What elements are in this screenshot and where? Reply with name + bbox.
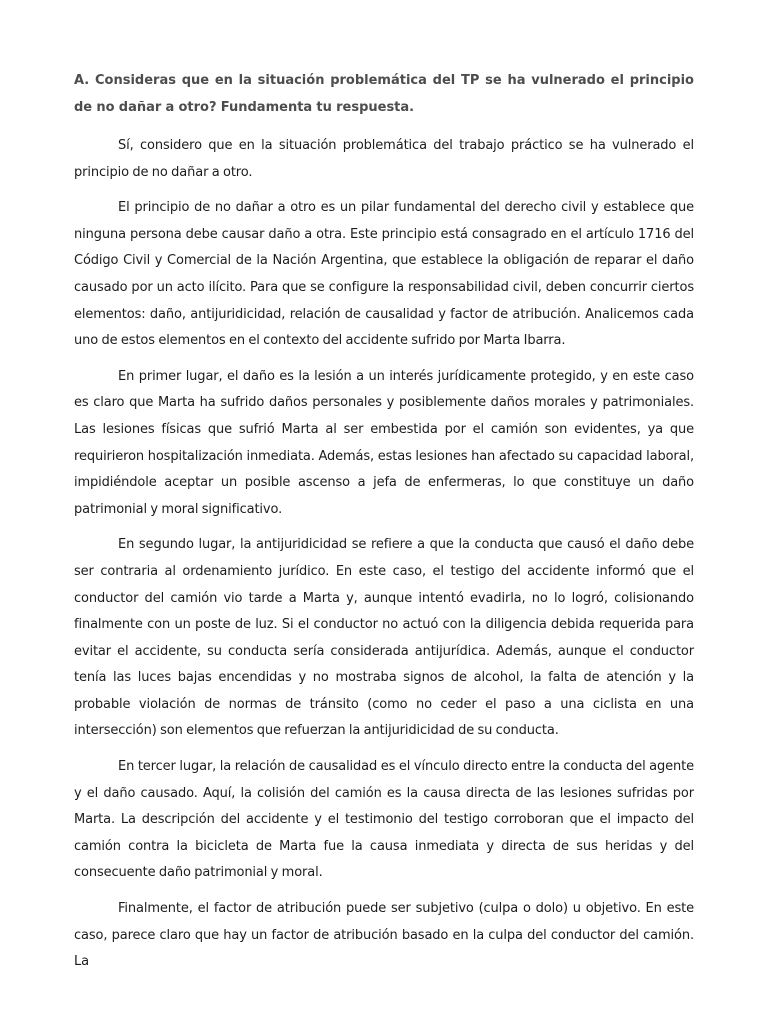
paragraph: En tercer lugar, la relación de causalidad es el vínculo directo entre la conducta del agente y el daño causado. Aquí, la colisión del camión es la causa directa de las lesiones sufridas por Marta. La descripción del accidente y el testimonio del testigo corroboran que el impacto del camión contra la bicicleta de Marta fue la causa inmediata y directa de sus heridas y del consecuente daño patrimonial y moral. [74, 759, 694, 881]
body-paragraphs [74, 133, 694, 976]
paragraph: En segundo lugar, la antijuridicidad se refiere a que la conducta que causó el daño debe ser contraria al ordenamiento jurídico. En este caso, el testigo del accidente informó que el conductor del camión vio tarde a Marta y, aunque intentó evadirla, no lo logró, colisionando finalmente con un poste de luz. Si el conductor no actuó con la diligencia debida requerida para evitar el accidente, su conducta sería considerada antijurídica. Además, aunque el conductor tenía las luces bajas encendidas y no mostraba signos de alcohol, la falta de atención y la probable violación de normas de tránsito (como no ceder el paso a una ciclista en una intersección) son elementos que refuerzan la antijuridicidad de su conducta. [74, 537, 694, 739]
document-page [74, 68, 694, 985]
paragraph: Sí, considero que en la situación problemática del trabajo práctico se ha vulnerado el principio de no dañar a otro. [74, 138, 694, 180]
question-heading: A. Consideras que en la situación problemática del TP se ha vulnerado el principio de no dañar a otro? Fundamenta tu respuesta. [74, 73, 694, 115]
paragraph: En primer lugar, el daño es la lesión a un interés jurídicamente protegido, y en este caso es claro que Marta ha sufrido daños personales y posiblemente daños morales y patrimoniales. Las lesiones físicas que sufrió Marta al ser embestida por el camión son evidentes, ya que requirieron hospitalización inmediata. Además, estas lesiones han afectado su capacidad laboral, impidiéndole aceptar un posible ascenso a jefa de enfermeras, lo que constituye un daño patrimonial y moral significativo. [74, 368, 694, 517]
paragraph: Finalmente, el factor de atribución puede ser subjetivo (culpa o dolo) u objetivo. En este caso, parece claro que hay un factor de atribución basado en la culpa del conductor del camión. La [74, 901, 694, 970]
paragraph: El principio de no dañar a otro es un pilar fundamental del derecho civil y establece que ninguna persona debe causar daño a otra. Este principio está consagrado en el artículo 1716 del Código Civil y Comercial de la Nación Argentina, que establece la obligación de reparar el daño causado por un acto ilícito. Para que se configure la responsabilidad civil, deben concurrir ciertos elementos: daño, antijuridicidad, relación de causalidad y factor de atribución. Analicemos cada uno de estos elementos en el contexto del accidente sufrido por Marta Ibarra. [74, 200, 694, 349]
